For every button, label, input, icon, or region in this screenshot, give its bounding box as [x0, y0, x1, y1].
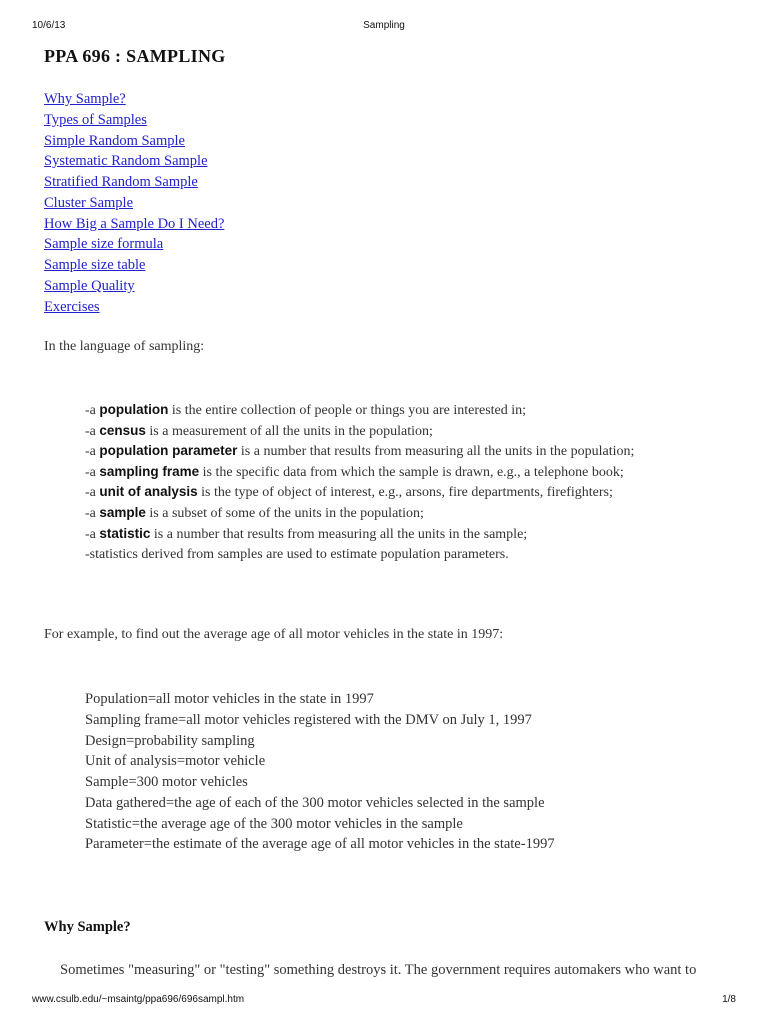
table-of-contents: [44, 89, 224, 317]
example-item: Sampling frame=all motor vehicles registered with the DMV on July 1, 1997: [85, 711, 532, 728]
toc-link-exercises[interactable]: Exercises: [44, 298, 100, 315]
intro-text: In the language of sampling:: [44, 339, 205, 354]
definition-item: -a population parameter is a number that results from measuring all the units in the population;: [85, 443, 635, 460]
toc-link-simple-random-sample[interactable]: Simple Random Sample: [44, 132, 185, 149]
example-item: Data gathered=the age of each of the 300 motor vehicles selected in the sample: [85, 794, 545, 811]
section-heading-why-sample: Why Sample?: [44, 919, 131, 935]
toc-link-types-of-samples[interactable]: Types of Samples: [44, 111, 147, 128]
toc-link-cluster-sample[interactable]: Cluster Sample: [44, 194, 134, 211]
page-title: PPA 696 : SAMPLING: [44, 46, 226, 66]
definition-item: -statistics derived from samples are used to estimate population parameters.: [85, 547, 509, 563]
print-date: 10/6/13: [32, 20, 66, 31]
definition-item: -a unit of analysis is the type of object of interest, e.g., arsons, fire departments, firefighters;: [85, 484, 613, 501]
example-item: Design=probability sampling: [85, 732, 255, 749]
toc-link-sample-size-formula[interactable]: Sample size formula: [44, 236, 164, 253]
toc-link-systematic-random-sample[interactable]: Systematic Random Sample: [44, 153, 208, 170]
toc-link-why-sample[interactable]: Why Sample?: [44, 91, 126, 107]
toc-link-sample-size-table[interactable]: Sample size table: [44, 257, 146, 273]
toc-link-stratified-random-sample[interactable]: Stratified Random Sample: [44, 174, 198, 190]
print-page-number: 1/8: [722, 994, 736, 1005]
definition-item: -a sample is a subset of some of the units in the population;: [85, 504, 424, 521]
definition-item: -a sampling frame is the specific data from which the sample is drawn, e.g., a telephone book;: [85, 463, 624, 480]
definition-item: -a census is a measurement of all the units in the population;: [85, 422, 433, 439]
example-item: Population=all motor vehicles in the state in 1997: [85, 691, 374, 707]
print-url: www.csulb.edu/~msaintg/ppa696/696sampl.htm: [32, 994, 245, 1005]
toc-link-sample-quality[interactable]: Sample Quality: [44, 277, 135, 294]
example-item: Parameter=the estimate of the average age of all motor vehicles in the state-1997: [85, 836, 555, 853]
example-item: Unit of analysis=motor vehicle: [85, 753, 266, 770]
definition-item: -a population is the entire collection of people or things you are interested in;: [85, 402, 527, 418]
definition-item: -a statistic is a number that results from measuring all the units in the sample;: [85, 525, 528, 542]
toc-link-how-big-a-sample[interactable]: How Big a Sample Do I Need?: [44, 215, 225, 232]
print-header-title: Sampling: [363, 20, 405, 31]
example-list: [85, 689, 555, 855]
example-intro: For example, to find out the average age of all motor vehicles in the state in 1997:: [44, 627, 504, 642]
example-item: Sample=300 motor vehicles: [85, 774, 248, 790]
definitions-list: [85, 400, 634, 565]
section-paragraph: Sometimes "measuring" or "testing" something destroys it. The government requires automakers who want to: [60, 962, 697, 978]
example-item: Statistic=the average age of the 300 motor vehicles in the sample: [85, 815, 463, 832]
